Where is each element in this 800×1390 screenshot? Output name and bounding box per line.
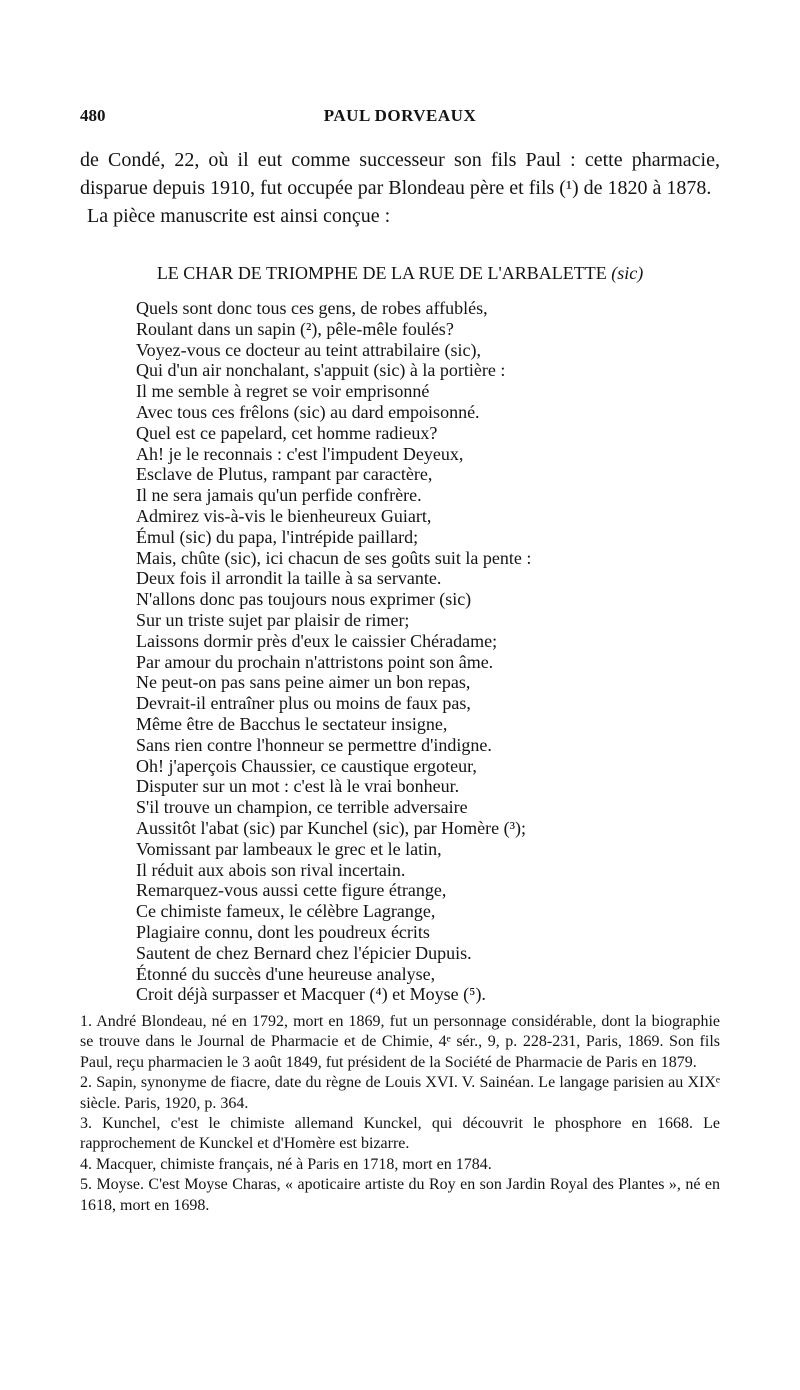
footnote-4: 4. Macquer, chimiste français, né à Paris en 1718, mort en 1784. <box>80 1155 492 1173</box>
footnote-3: 3. Kunchel, c'est le chimiste allemand Kunckel, qui découvrit le phosphore en 1668. Le rapprochement de Kunckel et d'Homère est bizarre. <box>80 1115 720 1153</box>
poem-line: Ne peut-on pas sans peine aimer un bon repas, <box>136 672 471 693</box>
body-text <box>80 146 720 230</box>
poem-line: Il ne sera jamais qu'un perfide confrère. <box>136 485 422 506</box>
body-paragraph-1: de Condé, 22, où il eut comme successeur son fils Paul : cette pharmacie, disparue depuis 1910, fut occupée par Blondeau père et fils (¹) de 1820 à 1878. <box>80 149 720 199</box>
poem-line: Devrait-il entraîner plus ou moins de faux pas, <box>136 693 471 714</box>
poem-title <box>80 260 720 286</box>
page-header <box>80 106 720 128</box>
poem-line: Qui d'un air nonchalant, s'appuit (sic) à la portière : <box>136 360 506 381</box>
poem-line: Étonné du succès d'une heureuse analyse, <box>136 963 436 984</box>
body-paragraph-2 <box>80 202 720 230</box>
poem-title-sic: (sic) <box>611 263 644 283</box>
poem-line: Sautent de chez Bernard chez l'épicier Dupuis. <box>136 942 472 963</box>
poem-line: Quel est ce papelard, cet homme radieux? <box>136 422 438 443</box>
poem-line: Remarquez-vous aussi cette figure étrange, <box>136 880 447 901</box>
poem-line: Par amour du prochain n'attristons point son âme. <box>136 651 494 672</box>
poem-line: Plagiaire connu, dont les poudreux écrits <box>136 921 430 942</box>
poem-line: Sans rien contre l'honneur se permettre d'indigne. <box>136 734 492 755</box>
poem-line: Croit déjà surpasser et Macquer (⁴) et Moyse (⁵). <box>136 984 486 1005</box>
footnote-5: 5. Moyse. C'est Moyse Charas, « apoticaire artiste du Roy en son Jardin Royal des Plantes », né en 1618, mort en 1698. <box>80 1176 720 1214</box>
poem-line: Mais, chûte (sic), ici chacun de ses goûts suit la pente : <box>136 547 532 568</box>
poem-line: Ah! je le reconnais : c'est l'impudent Deyeux, <box>136 443 464 464</box>
poem-line: Il réduit aux abois son rival incertain. <box>136 859 406 880</box>
footnote-2: 2. Sapin, synonyme de fiacre, date du règne de Louis XVI. V. Sainéan. Le langage parisien au XIXᵉ siècle. Paris, 1920, p. 364. <box>80 1074 720 1112</box>
poem-line: Même être de Bacchus le sectateur insigne, <box>136 713 448 734</box>
poem-line: Admirez vis-à-vis le bienheureux Guiart, <box>136 505 432 526</box>
poem-line: S'il trouve un champion, ce terrible adversaire <box>136 797 468 818</box>
running-title: PAUL DORVEAUX <box>323 106 477 125</box>
poem-line: Laissons dormir près d'eux le caissier Chéradame; <box>136 630 498 651</box>
poem-line: Émul (sic) du papa, l'intrépide paillard; <box>136 526 419 547</box>
poem-title-text: LE CHAR DE TRIOMPHE DE LA RUE DE L'ARBALETTE <box>156 263 607 283</box>
poem-line: Deux fois il arrondit la taille à sa servante. <box>136 568 442 589</box>
poem-line: N'allons donc pas toujours nous exprimer (sic) <box>136 589 472 610</box>
poem-line: Vomissant par lambeaux le grec et le latin, <box>136 838 442 859</box>
poem-line: Oh! j'aperçois Chaussier, ce caustique ergoteur, <box>136 755 477 776</box>
poem-line: Esclave de Plutus, rampant par caractère, <box>136 464 433 485</box>
poem-line: Voyez-vous ce docteur au teint attrabilaire (sic), <box>136 339 482 360</box>
body-paragraph-2-text: La pièce manuscrite est ainsi conçue : <box>87 205 391 227</box>
poem-line: Ce chimiste fameux, le célèbre Lagrange, <box>136 901 436 922</box>
poem-line: Sur un triste sujet par plaisir de rimer; <box>136 609 410 630</box>
poem-line: Disputer sur un mot : c'est là le vrai bonheur. <box>136 776 460 797</box>
footnotes <box>80 1012 720 1216</box>
page-number: 480 <box>80 106 106 125</box>
poem-line: Quels sont donc tous ces gens, de robes affublés, <box>136 298 488 318</box>
poem-line: Il me semble à regret se voir emprisonné <box>136 381 430 402</box>
poem-verses <box>136 298 736 1005</box>
poem-line: Aussitôt l'abat (sic) par Kunchel (sic), par Homère (³); <box>136 817 527 838</box>
poem-line: Roulant dans un sapin (²), pêle-mêle foulés? <box>136 318 454 339</box>
footnote-1: 1. André Blondeau, né en 1792, mort en 1869, fut un personnage considérable, dont la biographie se trouve dans le Journal de Pharmacie et de Chimie, 4ᵉ sér., 9, p. 228-231, Paris, 1869. Son fils Paul, reçu pharmacien le 3 août 1849, fut président de la Société de Pharmacie de Paris en 1879. <box>80 1013 720 1071</box>
poem-line: Avec tous ces frêlons (sic) au dard empoisonné. <box>136 401 480 422</box>
